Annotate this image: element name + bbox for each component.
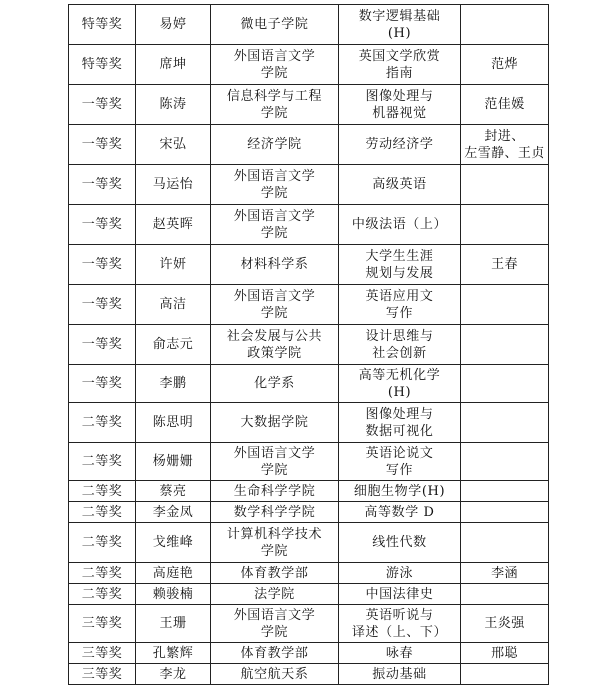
award-text: 二等奖: [81, 586, 123, 602]
course-text: 英语听说与 译述（上、下）: [351, 607, 448, 640]
name-text: 李龙: [159, 666, 187, 682]
course-text: 英语应用文 写作: [365, 288, 434, 321]
cell-name: [136, 125, 211, 165]
cell-award: [69, 365, 136, 403]
table-row: [69, 563, 549, 584]
cell-award: [69, 664, 136, 685]
cell-college: [211, 563, 339, 584]
cell-award: [69, 443, 136, 481]
cell-name: [136, 205, 211, 245]
college-text: 化学系: [254, 376, 295, 391]
award-text: 特等奖: [81, 17, 123, 32]
course-text: 大学生生涯 规划与发展: [365, 248, 434, 281]
cell-award: [69, 5, 136, 45]
cell-teachers: [461, 443, 549, 481]
course-text: 中国法律史: [365, 586, 434, 602]
college-text: 社会发展与公共 政策学院: [226, 328, 323, 361]
table-row: [69, 481, 549, 502]
cell-course: [339, 245, 461, 285]
cell-course: [339, 481, 461, 502]
cell-college: [211, 643, 339, 664]
award-text: 特等奖: [81, 57, 123, 72]
college-text: 体育教学部: [240, 645, 309, 661]
name-text: 李鹏: [159, 376, 187, 391]
cell-course: [339, 643, 461, 664]
course-text: 高级英语: [372, 177, 427, 192]
name-text: 陈涛: [159, 97, 187, 112]
cell-course: [339, 563, 461, 584]
table-row: [69, 523, 549, 563]
college-text: 材料科学系: [240, 257, 309, 272]
cell-course: [339, 285, 461, 325]
cell-course: [339, 605, 461, 643]
course-text: 线性代数: [372, 535, 427, 550]
cell-teachers: [461, 365, 549, 403]
cell-course: [339, 5, 461, 45]
name-text: 王珊: [159, 616, 187, 631]
cell-college: [211, 85, 339, 125]
cell-course: [339, 403, 461, 443]
cell-course: [339, 45, 461, 85]
award-table: [68, 4, 549, 685]
course-text: 高等无机化学 (H): [358, 367, 441, 400]
award-text: 一等奖: [81, 257, 123, 272]
cell-teachers: [461, 481, 549, 502]
name-text: 杨姗姗: [152, 454, 194, 469]
award-text: 三等奖: [81, 645, 123, 661]
award-text: 二等奖: [81, 565, 123, 581]
cell-name: [136, 45, 211, 85]
cell-name: [136, 85, 211, 125]
cell-college: [211, 523, 339, 563]
college-text: 信息科学与工程 学院: [226, 88, 323, 121]
cell-award: [69, 325, 136, 365]
teachers-text: 王春: [491, 257, 518, 272]
course-text: 咏春: [385, 645, 414, 661]
teachers-text: 邢聪: [491, 645, 518, 661]
cell-teachers: [461, 125, 549, 165]
cell-name: [136, 584, 211, 605]
cell-course: [339, 205, 461, 245]
college-text: 生命科学学院: [233, 483, 316, 499]
cell-name: [136, 403, 211, 443]
award-text: 一等奖: [81, 177, 123, 192]
cell-teachers: [461, 563, 549, 584]
cell-award: [69, 85, 136, 125]
course-text: 数字逻辑基础 (H): [358, 8, 441, 41]
table-row: [69, 5, 549, 45]
cell-college: [211, 365, 339, 403]
name-text: 赖骏楠: [152, 586, 194, 602]
name-text: 席坤: [159, 57, 187, 72]
cell-college: [211, 245, 339, 285]
name-text: 戈维峰: [152, 535, 194, 550]
college-text: 外国语言文学 学院: [233, 48, 316, 81]
award-text: 一等奖: [81, 376, 123, 391]
cell-college: [211, 403, 339, 443]
table-row: [69, 165, 549, 205]
award-text: 二等奖: [81, 504, 123, 520]
cell-college: [211, 45, 339, 85]
table-row: [69, 245, 549, 285]
college-text: 航空航天系: [240, 666, 309, 682]
college-text: 经济学院: [247, 137, 302, 152]
cell-award: [69, 605, 136, 643]
college-text: 外国语言文学 学院: [233, 607, 316, 640]
course-text: 细胞生物学(H): [353, 483, 446, 499]
name-text: 孔繁辉: [152, 645, 194, 661]
college-text: 微电子学院: [240, 17, 309, 32]
cell-college: [211, 125, 339, 165]
cell-teachers: [461, 245, 549, 285]
cell-teachers: [461, 664, 549, 685]
course-text: 高等数学 D: [364, 504, 435, 520]
cell-course: [339, 664, 461, 685]
cell-college: [211, 481, 339, 502]
college-text: 外国语言文学 学院: [233, 168, 316, 201]
cell-award: [69, 643, 136, 664]
cell-teachers: [461, 584, 549, 605]
cell-teachers: [461, 523, 549, 563]
award-text: 一等奖: [81, 297, 123, 312]
cell-name: [136, 165, 211, 205]
cell-name: [136, 365, 211, 403]
cell-name: [136, 664, 211, 685]
cell-college: [211, 5, 339, 45]
cell-college: [211, 165, 339, 205]
cell-course: [339, 584, 461, 605]
cell-college: [211, 502, 339, 523]
name-text: 赵英晖: [152, 217, 194, 232]
name-text: 高洁: [159, 297, 187, 312]
cell-course: [339, 325, 461, 365]
table-row: [69, 205, 549, 245]
cell-teachers: [461, 403, 549, 443]
cell-name: [136, 523, 211, 563]
cell-college: [211, 584, 339, 605]
table-row: [69, 365, 549, 403]
college-text: 外国语言文学 学院: [233, 288, 316, 321]
cell-name: [136, 285, 211, 325]
cell-award: [69, 205, 136, 245]
cell-teachers: [461, 205, 549, 245]
cell-teachers: [461, 285, 549, 325]
course-text: 图像处理与 机器视觉: [365, 88, 434, 121]
cell-award: [69, 563, 136, 584]
cell-name: [136, 245, 211, 285]
table-row: [69, 285, 549, 325]
cell-award: [69, 502, 136, 523]
cell-course: [339, 502, 461, 523]
cell-teachers: [461, 5, 549, 45]
cell-college: [211, 205, 339, 245]
cell-award: [69, 523, 136, 563]
cell-college: [211, 605, 339, 643]
cell-course: [339, 523, 461, 563]
award-text: 二等奖: [81, 483, 123, 499]
teachers-text: 封进、 左雪静、王贞: [464, 128, 545, 161]
cell-course: [339, 443, 461, 481]
course-text: 中级法语（上）: [351, 217, 448, 232]
teachers-text: 王炎强: [484, 616, 525, 631]
name-text: 俞志元: [152, 337, 194, 352]
cell-teachers: [461, 165, 549, 205]
course-text: 游泳: [385, 565, 414, 581]
teachers-text: 李涵: [491, 565, 518, 581]
table-row: [69, 85, 549, 125]
cell-name: [136, 443, 211, 481]
college-text: 体育教学部: [240, 565, 309, 581]
cell-name: [136, 481, 211, 502]
cell-award: [69, 45, 136, 85]
table-row: [69, 664, 549, 685]
college-text: 法学院: [254, 586, 295, 602]
table-row: [69, 443, 549, 481]
cell-college: [211, 443, 339, 481]
cell-teachers: [461, 605, 549, 643]
cell-name: [136, 325, 211, 365]
award-text: 三等奖: [81, 666, 123, 682]
college-text: 外国语言文学 学院: [233, 208, 316, 241]
name-text: 易婷: [159, 17, 187, 32]
cell-name: [136, 605, 211, 643]
college-text: 数学科学学院: [233, 504, 316, 520]
cell-teachers: [461, 643, 549, 664]
cell-award: [69, 481, 136, 502]
cell-course: [339, 125, 461, 165]
award-text: 一等奖: [81, 337, 123, 352]
cell-award: [69, 403, 136, 443]
course-text: 设计思维与 社会创新: [365, 328, 434, 361]
award-text: 一等奖: [81, 137, 123, 152]
teachers-text: 范佳媛: [484, 97, 525, 112]
award-text: 二等奖: [81, 535, 123, 550]
name-text: 李金凤: [152, 504, 194, 520]
award-text: 一等奖: [81, 217, 123, 232]
cell-award: [69, 165, 136, 205]
name-text: 许妍: [159, 257, 187, 272]
table-row: [69, 584, 549, 605]
name-text: 蔡亮: [159, 483, 187, 499]
cell-teachers: [461, 85, 549, 125]
table-row: [69, 605, 549, 643]
award-table-body: [69, 5, 549, 685]
cell-name: [136, 643, 211, 664]
cell-award: [69, 245, 136, 285]
cell-course: [339, 165, 461, 205]
table-row: [69, 125, 549, 165]
name-text: 宋弘: [159, 137, 187, 152]
award-text: 二等奖: [81, 454, 123, 469]
course-text: 图像处理与 数据可视化: [365, 406, 434, 439]
cell-award: [69, 125, 136, 165]
cell-award: [69, 584, 136, 605]
college-text: 外国语言文学 学院: [233, 445, 316, 478]
table-row: [69, 403, 549, 443]
award-text: 三等奖: [81, 616, 123, 631]
cell-course: [339, 85, 461, 125]
name-text: 马运怡: [152, 177, 194, 192]
cell-college: [211, 285, 339, 325]
college-text: 大数据学院: [240, 415, 309, 430]
name-text: 陈思明: [152, 415, 194, 430]
table-row: [69, 502, 549, 523]
cell-teachers: [461, 45, 549, 85]
name-text: 高庭艳: [152, 565, 194, 581]
cell-award: [69, 285, 136, 325]
cell-name: [136, 502, 211, 523]
cell-college: [211, 325, 339, 365]
table-row: [69, 45, 549, 85]
course-text: 英语论说文 写作: [365, 445, 434, 478]
course-text: 振动基础: [372, 666, 427, 682]
course-text: 英国文学欣赏 指南: [358, 48, 441, 81]
college-text: 计算机科学技术 学院: [226, 526, 323, 559]
cell-teachers: [461, 325, 549, 365]
award-text: 二等奖: [81, 415, 123, 430]
award-text: 一等奖: [81, 97, 123, 112]
cell-teachers: [461, 502, 549, 523]
cell-college: [211, 664, 339, 685]
teachers-text: 范烨: [491, 57, 518, 72]
table-row: [69, 325, 549, 365]
cell-name: [136, 5, 211, 45]
table-row: [69, 643, 549, 664]
cell-name: [136, 563, 211, 584]
course-text: 劳动经济学: [365, 137, 434, 152]
cell-course: [339, 365, 461, 403]
